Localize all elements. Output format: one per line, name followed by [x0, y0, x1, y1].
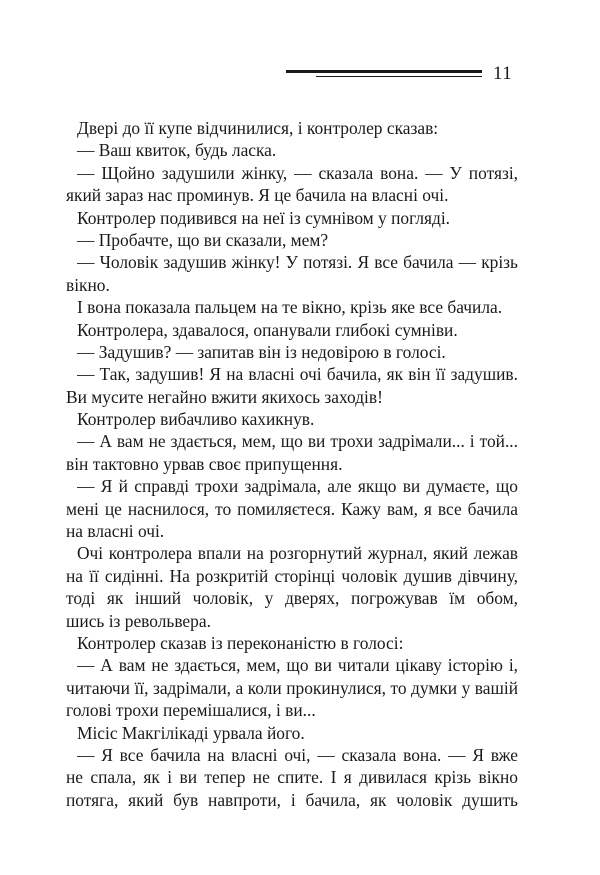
text-line: читаючи її, задрімали, а коли прокинулися, то думки у вашій	[66, 677, 518, 698]
text-line: Контролера, здавалося, опанували глибокі сумніви.	[77, 319, 458, 340]
text-line: Контролер вибачливо кахикнув.	[77, 409, 315, 430]
text-line: — Задушив? — запитав він із недовірою в голосі.	[77, 341, 446, 362]
text-line: тоді як інший чоловік, у дверях, погрожував їм обом,	[66, 588, 518, 609]
text-line: Очі контролера впали на розгорнутий журнал, який лежав	[77, 543, 518, 564]
text-line: — Ваш квиток, будь ласка.	[77, 140, 277, 161]
text-line: голові трохи перемішалися, і ви...	[66, 700, 316, 721]
text-line: Місіс Макгілікаді урвала його.	[77, 722, 305, 743]
text-line: Контролер сказав із переконаністю в голосі:	[77, 632, 404, 653]
text-line: вікно.	[66, 274, 110, 295]
text-line: на власні очі.	[66, 521, 165, 542]
page-header	[0, 62, 600, 92]
page-number: 11	[493, 63, 513, 84]
text-line: на її сидінні. На розкритій сторінці чоловік душив дівчину,	[66, 565, 518, 586]
header-rule-thin	[316, 76, 482, 77]
text-line: шись із револьвера.	[66, 610, 211, 631]
text-line: — Так, задушив! Я на власні очі бачила, як він її задушив.	[77, 364, 518, 385]
text-line: Контролер подивився на неї із сумнівом у погляді.	[77, 207, 451, 228]
text-line: який зараз нас проминув. Я це бачила на власні очі.	[66, 185, 449, 206]
text-line: — Пробачте, що ви сказали, мем?	[77, 229, 329, 250]
text-line: — Щойно задушили жінку, — сказала вона. — У потязі,	[77, 162, 518, 183]
text-line: — Чоловік задушив жінку! У потязі. Я все бачила — крізь	[77, 252, 518, 273]
text-line: Двері до її купе відчинилися, і контролер сказав:	[77, 118, 439, 138]
text-line: він тактовно урвав своє припущення.	[66, 453, 343, 474]
text-line: І вона показала пальцем на те вікно, крізь яке все бачила.	[77, 297, 503, 318]
header-rule-thick	[286, 70, 482, 73]
text-line: — Я й справді трохи задрімала, але якщо ви думаєте, що	[77, 476, 518, 497]
text-line: не спала, як і ви тепер не спите. І я дивилася крізь вікно	[66, 767, 518, 788]
text-line: — Я все бачила на власні очі, — сказала вона. — Я вже	[77, 744, 518, 765]
text-line: — А вам не здається, мем, що ви читали цікаву історію і,	[77, 655, 518, 676]
text-line: Ви мусите негайно вжити якихось заходів!	[66, 386, 383, 407]
text-line: мені це наснилося, то помиляєтеся. Кажу вам, я все бачила	[66, 498, 518, 519]
body-text	[66, 117, 518, 811]
text-line: — А вам не здається, мем, що ви трохи задрімали... і той...	[77, 431, 518, 452]
text-line: потяга, який був навпроти, і бачила, як чоловік душить	[66, 789, 518, 810]
